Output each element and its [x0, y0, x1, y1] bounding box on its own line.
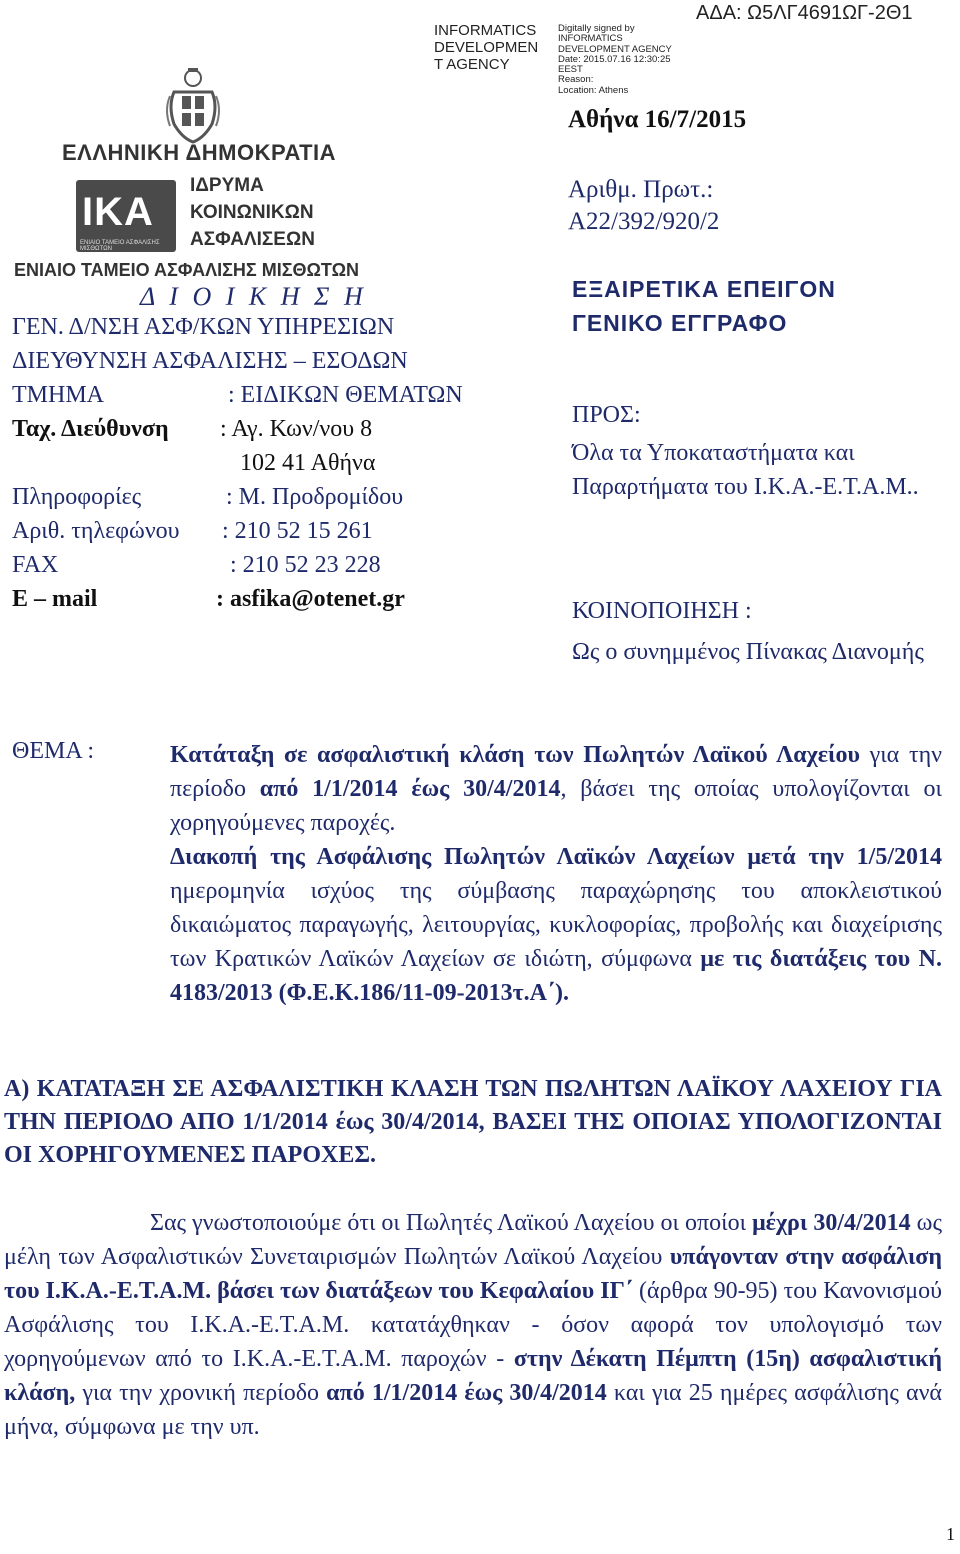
section-a-body: Σας γνωστοποιούμε ότι οι Πωλητές Λαϊκού Λαχείου οι οποίοι μέχρι 30/4/2014 ως μέλη των Ασφαλιστικών Συνεταιρισμών Πωλητών Λαϊκού Λαχείου υπάγονταν στην ασφάλιση του Ι.Κ.Α.-Ε.Τ.Α.Μ. βάσει των διατάξεων του Κεφαλαίου ΙΓ΄ (άρθρα 90-95) του Κανονισμού Ασφάλισης του Ι.Κ.Α.-Ε.Τ.Α.Μ. κατατάχθηκαν - όσον αφορά τον υπολογισμό των χορηγούμενων από το Ι.Κ.Α.-Ε.Τ.Α.Μ. παροχών - στην Δέκατη Πέμπτη (15η) ασφαλιστική κλάση, για την χρονική περίοδο από 1/1/2014 έως 30/4/2014 και για 25 ημέρες ασφάλισης ανά μήνα, σύμφωνα με την υπ.	[4, 1210, 943, 1440]
page-number: 1	[946, 1524, 955, 1544]
address-line: Ταχ. Διεύθυνση : Αγ. Κων/νου 8	[12, 416, 373, 442]
general-directorate: ΓΕΝ. Δ/ΝΣΗ ΑΣΦ/ΚΩΝ ΥΠΗΡΕΣΙΩΝ	[12, 314, 395, 340]
email-line: E – mail : asfika@otenet.gr	[12, 586, 405, 612]
fax-line: FAX : 210 52 23 228	[12, 552, 381, 578]
protocol-number: Α22/392/920/2	[568, 208, 720, 235]
subject-paragraph-2: Διακοπή της Ασφάλισης Πωλητών Λαϊκών Λαχείων μετά την 1/5/2014 ημερομηνία ισχύος της σύμβασης παραχώρησης του αποκλειστικού δικαιώματος παραγωγής, λειτουργίας, κυκλοφορίας, προβολής και διαχείρισης των Κρατικών Λαϊκών Λαχείων σε ιδιώτη, σύμφωνα με τις διατάξεις του Ν. 4183/2013 (Φ.Ε.Κ.186/11-09-2013τ.Α΄).	[170, 844, 942, 1006]
document-date: Αθήνα 16/7/2015	[568, 106, 747, 133]
signature-details: Digitally signed by INFORMATICS DEVELOPMENT AGENCY Date: 2015.07.16 12:30:25 EEST Reason: Location: Athens	[558, 23, 672, 96]
address-city: 102 41 Αθήνα	[240, 450, 376, 476]
subject-label: ΘΕΜΑ :	[12, 738, 95, 764]
info-line: Πληροφορίες : Μ. Προδρομίδου	[12, 484, 404, 510]
ada-code: ΑΔΑ: Ω5ΛΓ4691ΩΓ-2Θ1	[696, 2, 913, 24]
fund-name: ΕΝΙΑΙΟ ΤΑΜΕΙΟ ΑΣΦΑΛΙΣΗΣ ΜΙΣΘΩΤΩΝ	[14, 260, 360, 280]
cc-recipients: Ως ο συνημμένος Πίνακας Διανομής	[572, 639, 924, 665]
urgency-block: ΕΞΑΙΡΕΤΙΚΑ ΕΠΕΙΓΟΝ ΓΕΝΙΚΟ ΕΓΓΡΑΦΟ	[572, 276, 836, 336]
cc-label: ΚΟΙΝΟΠΟΙΗΣΗ :	[572, 598, 752, 624]
to-label: ΠΡΟΣ:	[572, 402, 641, 428]
section-a-title: Α) ΚΑΤΑΤΑΞΗ ΣΕ ΑΣΦΑΛΙΣΤΙΚΗ ΚΛΑΣΗ ΤΩΝ ΠΩΛΗΤΩΝ ΛΑΪΚΟΥ ΛΑΧΕΙΟΥ ΓΙΑ ΤΗΝ ΠΕΡΙΟΔΟ ΑΠΟ 1/1/2014 έως 30/4/2014, ΒΑΣΕΙ ΤΗΣ ΟΠΟΙΑΣ ΥΠΟΛΟΓΙΖΟΝΤΑΙ ΟΙ ΧΟΡΗΓΟΥΜΕΝΕΣ ΠΑΡΟΧΕΣ.	[4, 1076, 942, 1168]
subject-paragraph-1: Κατάταξη σε ασφαλιστική κλάση των Πωλητών Λαϊκού Λαχείου για την περίοδο από 1/1/2014 έως 30/4/2014, βάσει της οποίας υπολογίζονται οι χορηγούμενες παροχές.	[170, 742, 943, 836]
directorate: ΔΙΕΥΘΥΝΣΗ ΑΣΦΑΛΙΣΗΣ – ΕΣΟΔΩΝ	[12, 348, 408, 374]
signature-signer: INFORMATICS DEVELOPMEN T AGENCY	[434, 22, 539, 73]
dioikisi-heading: Δ Ι Ο Ι Κ Η Σ Η	[140, 282, 367, 311]
greek-coat-of-arms-icon	[160, 66, 226, 146]
phone-line: Αριθ. τηλεφώνου : 210 52 15 261	[12, 518, 373, 544]
protocol-label: Αριθμ. Πρωτ.:	[568, 176, 714, 203]
state-name: ΕΛΛΗΝΙΚΗ ΔΗΜΟΚΡΑΤΙΑ	[62, 140, 337, 165]
subject-text	[170, 738, 942, 1010]
organization-name: ΙΔΡΥΜΑ ΚΟΙΝΩΝΙΚΩΝ ΑΣΦΑΛΙΣΕΩΝ	[190, 175, 315, 250]
to-recipients: Όλα τα Υποκαταστήματα και Παραρτήματα του Ι.Κ.Α.-Ε.Τ.Α.Μ..	[572, 440, 919, 500]
department-line: ΤΜΗΜΑ : ΕΙΔΙΚΩΝ ΘΕΜΑΤΩΝ	[12, 382, 463, 408]
ika-logo: ΙΚΑ ΕΝΙΑΙΟ ΤΑΜΕΙΟ ΑΣΦΑΛΙΣΗΣ ΜΙΣΘΩΤΩΝ	[76, 180, 176, 252]
